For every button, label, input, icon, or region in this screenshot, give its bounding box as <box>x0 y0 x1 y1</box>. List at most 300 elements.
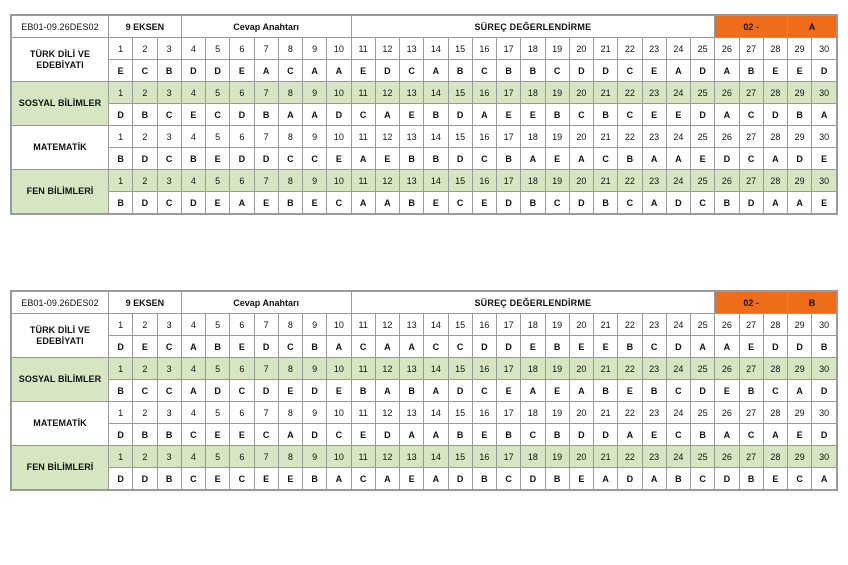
answer-cell: B <box>739 468 763 490</box>
answer-cell: E <box>545 148 569 170</box>
question-number: 6 <box>230 82 254 104</box>
question-number: 20 <box>569 314 593 336</box>
header-title: SÜREÇ DEĞERLENDİRME <box>351 292 715 314</box>
answer-cell: B <box>133 424 157 446</box>
question-number: 24 <box>666 402 690 424</box>
answer-cell: D <box>206 60 230 82</box>
answer-cell: D <box>569 192 593 214</box>
question-number: 9 <box>303 402 327 424</box>
answer-cell: A <box>303 60 327 82</box>
question-number: 30 <box>812 38 837 60</box>
question-number: 22 <box>618 358 642 380</box>
answer-cell: A <box>472 104 496 126</box>
answer-cell: A <box>618 424 642 446</box>
answer-cell: B <box>181 148 205 170</box>
answer-cell: C <box>303 148 327 170</box>
answer-cell: E <box>666 104 690 126</box>
question-number: 6 <box>230 446 254 468</box>
answer-cell: D <box>254 148 278 170</box>
answer-cell: B <box>278 192 302 214</box>
question-number: 19 <box>545 82 569 104</box>
question-number: 26 <box>715 38 739 60</box>
answer-key-header-row <box>12 16 837 38</box>
answer-cell: C <box>230 380 254 402</box>
question-number: 30 <box>812 446 837 468</box>
question-number: 11 <box>351 314 375 336</box>
question-number: 30 <box>812 314 837 336</box>
question-number: 14 <box>424 126 448 148</box>
answer-cell: B <box>594 104 618 126</box>
question-number: 23 <box>642 446 666 468</box>
question-number: 1 <box>109 82 133 104</box>
answer-cell: B <box>594 192 618 214</box>
question-number: 6 <box>230 358 254 380</box>
question-number: 18 <box>521 170 545 192</box>
answer-cell: C <box>594 148 618 170</box>
question-number: 17 <box>497 314 521 336</box>
question-number: 8 <box>278 126 302 148</box>
answer-cell: E <box>739 336 763 358</box>
question-number: 28 <box>763 358 787 380</box>
question-number: 29 <box>788 38 812 60</box>
answer-cell: E <box>642 104 666 126</box>
question-number: 4 <box>181 126 205 148</box>
answer-cell: E <box>181 104 205 126</box>
answer-cell: D <box>448 104 472 126</box>
question-number: 18 <box>521 402 545 424</box>
answer-cell: E <box>206 468 230 490</box>
question-number: 21 <box>594 314 618 336</box>
answer-cell: E <box>278 468 302 490</box>
question-number: 28 <box>763 38 787 60</box>
answer-cell: A <box>763 148 787 170</box>
question-number: 29 <box>788 126 812 148</box>
answer-cell: D <box>109 104 133 126</box>
question-number: 9 <box>303 82 327 104</box>
answer-cell: B <box>812 336 837 358</box>
answer-cell: C <box>278 60 302 82</box>
question-number: 7 <box>254 38 278 60</box>
header-axis: 9 EKSEN <box>109 16 182 38</box>
answer-cell: A <box>278 104 302 126</box>
question-number: 7 <box>254 126 278 148</box>
question-number: 13 <box>400 358 424 380</box>
answer-cell: C <box>157 192 181 214</box>
answer-cell: B <box>206 336 230 358</box>
header-booklet-number: 02 - <box>715 16 788 38</box>
answer-cell: E <box>206 424 230 446</box>
question-number: 20 <box>569 38 593 60</box>
answer-cell: C <box>181 468 205 490</box>
answer-cell: C <box>254 424 278 446</box>
question-number: 4 <box>181 82 205 104</box>
answer-cell: C <box>788 468 812 490</box>
answer-cell: D <box>569 424 593 446</box>
question-number: 28 <box>763 82 787 104</box>
question-number: 22 <box>618 126 642 148</box>
answer-cell: B <box>739 380 763 402</box>
question-number: 28 <box>763 314 787 336</box>
answer-row <box>12 60 837 82</box>
question-number: 18 <box>521 358 545 380</box>
question-number: 16 <box>472 402 496 424</box>
answer-cell: A <box>715 104 739 126</box>
answer-cell: E <box>788 60 812 82</box>
answer-cell: C <box>400 60 424 82</box>
answer-cell: D <box>691 104 715 126</box>
answer-cell: D <box>521 468 545 490</box>
question-number: 29 <box>788 314 812 336</box>
question-number: 12 <box>375 358 399 380</box>
question-number: 29 <box>788 82 812 104</box>
answer-cell: D <box>230 104 254 126</box>
question-number: 2 <box>133 126 157 148</box>
answer-cell: E <box>812 148 837 170</box>
answer-cell: D <box>691 380 715 402</box>
question-number: 15 <box>448 38 472 60</box>
answer-cell: C <box>618 104 642 126</box>
answer-cell: A <box>375 192 399 214</box>
answer-cell: A <box>569 380 593 402</box>
question-number: 21 <box>594 82 618 104</box>
answer-cell: B <box>109 380 133 402</box>
question-number: 25 <box>691 358 715 380</box>
answer-cell: C <box>691 192 715 214</box>
question-number: 13 <box>400 38 424 60</box>
question-number: 16 <box>472 38 496 60</box>
question-number: 1 <box>109 38 133 60</box>
question-number-row <box>12 170 837 192</box>
answer-cell: B <box>545 104 569 126</box>
question-number: 11 <box>351 170 375 192</box>
question-number: 4 <box>181 38 205 60</box>
answer-cell: A <box>351 148 375 170</box>
answer-cell: B <box>157 60 181 82</box>
answer-cell: D <box>666 192 690 214</box>
question-number: 1 <box>109 358 133 380</box>
question-number: 15 <box>448 170 472 192</box>
question-number: 17 <box>497 38 521 60</box>
question-number: 1 <box>109 170 133 192</box>
question-number: 5 <box>206 402 230 424</box>
question-number: 22 <box>618 170 642 192</box>
question-number: 6 <box>230 170 254 192</box>
question-number: 17 <box>497 170 521 192</box>
question-number: 12 <box>375 82 399 104</box>
question-number: 30 <box>812 126 837 148</box>
question-number: 6 <box>230 402 254 424</box>
answer-cell: D <box>691 60 715 82</box>
answer-cell: C <box>448 192 472 214</box>
question-number: 17 <box>497 126 521 148</box>
question-number: 30 <box>812 170 837 192</box>
question-number: 7 <box>254 402 278 424</box>
question-number: 13 <box>400 170 424 192</box>
question-number: 30 <box>812 402 837 424</box>
question-number: 13 <box>400 82 424 104</box>
question-number: 1 <box>109 402 133 424</box>
answer-cell: A <box>375 468 399 490</box>
question-number: 8 <box>278 38 302 60</box>
answer-row <box>12 104 837 126</box>
question-number: 5 <box>206 38 230 60</box>
question-number: 12 <box>375 38 399 60</box>
answer-key-body-a <box>12 16 837 214</box>
question-number: 3 <box>157 82 181 104</box>
question-number: 22 <box>618 38 642 60</box>
question-number: 2 <box>133 402 157 424</box>
question-number: 28 <box>763 446 787 468</box>
answer-cell: E <box>254 468 278 490</box>
answer-cell: E <box>472 424 496 446</box>
question-number: 16 <box>472 126 496 148</box>
answer-cell: A <box>763 192 787 214</box>
answer-cell: C <box>739 104 763 126</box>
answer-cell: A <box>715 424 739 446</box>
question-number: 10 <box>327 170 351 192</box>
question-number: 25 <box>691 126 715 148</box>
answer-cell: B <box>133 104 157 126</box>
answer-cell: B <box>642 380 666 402</box>
answer-key-header-row <box>12 292 837 314</box>
answer-cell: B <box>545 468 569 490</box>
answer-cell: B <box>448 60 472 82</box>
question-number: 8 <box>278 170 302 192</box>
answer-cell: A <box>181 380 205 402</box>
question-number: 21 <box>594 402 618 424</box>
answer-cell: D <box>448 468 472 490</box>
answer-cell: E <box>497 104 521 126</box>
question-number: 26 <box>715 126 739 148</box>
question-number: 11 <box>351 358 375 380</box>
answer-cell: E <box>206 148 230 170</box>
header-answer-key-label: Cevap Anahtarı <box>181 292 351 314</box>
question-number: 11 <box>351 402 375 424</box>
answer-cell: A <box>812 468 837 490</box>
question-number: 1 <box>109 446 133 468</box>
question-number-row <box>12 314 837 336</box>
answer-cell: B <box>715 192 739 214</box>
question-number: 16 <box>472 170 496 192</box>
answer-cell: B <box>594 380 618 402</box>
question-number: 11 <box>351 446 375 468</box>
answer-cell: C <box>472 148 496 170</box>
question-number: 20 <box>569 358 593 380</box>
question-number: 2 <box>133 358 157 380</box>
answer-cell: B <box>157 468 181 490</box>
answer-cell: D <box>739 192 763 214</box>
answer-cell: B <box>400 148 424 170</box>
question-number: 9 <box>303 446 327 468</box>
answer-cell: C <box>472 60 496 82</box>
question-number: 18 <box>521 126 545 148</box>
answer-cell: A <box>351 192 375 214</box>
answer-cell: D <box>109 336 133 358</box>
question-number: 2 <box>133 38 157 60</box>
answer-cell: E <box>303 192 327 214</box>
header-axis: 9 EKSEN <box>109 292 182 314</box>
question-number: 3 <box>157 126 181 148</box>
answer-cell: A <box>327 60 351 82</box>
answer-key-sheet-b <box>10 290 838 491</box>
answer-cell: A <box>278 424 302 446</box>
answer-cell: C <box>642 336 666 358</box>
answer-cell: E <box>521 104 545 126</box>
answer-cell: E <box>109 60 133 82</box>
answer-cell: B <box>545 424 569 446</box>
answer-cell: E <box>569 468 593 490</box>
answer-cell: B <box>400 192 424 214</box>
answer-cell: E <box>788 424 812 446</box>
question-number: 1 <box>109 314 133 336</box>
answer-cell: B <box>739 60 763 82</box>
answer-cell: E <box>472 192 496 214</box>
answer-cell: A <box>642 468 666 490</box>
question-number: 11 <box>351 82 375 104</box>
question-number: 18 <box>521 314 545 336</box>
question-number: 11 <box>351 38 375 60</box>
header-booklet-number: 02 - <box>715 292 788 314</box>
question-number: 4 <box>181 446 205 468</box>
question-number: 13 <box>400 402 424 424</box>
question-number: 21 <box>594 358 618 380</box>
question-number: 28 <box>763 170 787 192</box>
question-number: 4 <box>181 358 205 380</box>
answer-cell: A <box>400 336 424 358</box>
question-number-row <box>12 446 837 468</box>
question-number: 14 <box>424 82 448 104</box>
question-number: 18 <box>521 446 545 468</box>
question-number: 23 <box>642 402 666 424</box>
question-number: 19 <box>545 358 569 380</box>
question-number: 23 <box>642 170 666 192</box>
question-number: 5 <box>206 358 230 380</box>
answer-cell: C <box>230 468 254 490</box>
question-number: 30 <box>812 358 837 380</box>
question-number: 27 <box>739 126 763 148</box>
question-number: 3 <box>157 314 181 336</box>
answer-cell: A <box>375 104 399 126</box>
answer-cell: A <box>375 380 399 402</box>
answer-cell: C <box>739 148 763 170</box>
answer-cell: D <box>763 104 787 126</box>
question-number: 23 <box>642 358 666 380</box>
question-number-row <box>12 126 837 148</box>
question-number: 27 <box>739 446 763 468</box>
question-number: 12 <box>375 402 399 424</box>
answer-cell: D <box>206 380 230 402</box>
question-number: 8 <box>278 402 302 424</box>
answer-row <box>12 380 837 402</box>
answer-cell: A <box>521 148 545 170</box>
answer-cell: A <box>788 192 812 214</box>
answer-cell: E <box>763 60 787 82</box>
answer-cell: B <box>691 424 715 446</box>
question-number: 2 <box>133 314 157 336</box>
answer-cell: E <box>642 60 666 82</box>
answer-cell: D <box>788 336 812 358</box>
question-number: 5 <box>206 446 230 468</box>
question-number: 24 <box>666 38 690 60</box>
answer-cell: A <box>375 336 399 358</box>
answer-cell: D <box>497 192 521 214</box>
question-number: 24 <box>666 126 690 148</box>
question-number: 26 <box>715 314 739 336</box>
answer-cell: C <box>497 468 521 490</box>
answer-cell: D <box>133 192 157 214</box>
question-number: 20 <box>569 446 593 468</box>
answer-cell: D <box>472 336 496 358</box>
question-number: 19 <box>545 402 569 424</box>
answer-cell: E <box>375 148 399 170</box>
question-number: 26 <box>715 446 739 468</box>
question-number: 24 <box>666 82 690 104</box>
answer-cell: E <box>278 380 302 402</box>
question-number: 5 <box>206 82 230 104</box>
question-number: 12 <box>375 314 399 336</box>
answer-cell: A <box>424 60 448 82</box>
question-number: 3 <box>157 402 181 424</box>
answer-cell: E <box>400 104 424 126</box>
question-number: 4 <box>181 170 205 192</box>
subject-label: FEN BİLİMLERİ <box>12 446 109 490</box>
question-number: 22 <box>618 314 642 336</box>
answer-cell: B <box>618 148 642 170</box>
answer-cell: E <box>569 336 593 358</box>
question-number: 14 <box>424 38 448 60</box>
answer-cell: B <box>497 60 521 82</box>
answer-key-sheet-a <box>10 14 838 215</box>
answer-cell: D <box>181 192 205 214</box>
answer-cell: B <box>157 424 181 446</box>
question-number: 30 <box>812 82 837 104</box>
answer-cell: C <box>666 424 690 446</box>
answer-cell: A <box>691 336 715 358</box>
question-number: 16 <box>472 314 496 336</box>
answer-cell: A <box>230 192 254 214</box>
answer-cell: B <box>351 380 375 402</box>
answer-cell: B <box>109 192 133 214</box>
answer-key-body-b <box>12 292 837 490</box>
question-number: 10 <box>327 38 351 60</box>
question-number: 14 <box>424 402 448 424</box>
answer-cell: C <box>691 468 715 490</box>
answer-cell: A <box>666 148 690 170</box>
question-number: 21 <box>594 170 618 192</box>
answer-cell: D <box>181 60 205 82</box>
answer-cell: B <box>788 104 812 126</box>
answer-cell: B <box>521 192 545 214</box>
answer-cell: E <box>812 192 837 214</box>
question-number: 23 <box>642 82 666 104</box>
answer-cell: C <box>157 336 181 358</box>
question-number: 17 <box>497 82 521 104</box>
answer-cell: A <box>424 468 448 490</box>
answer-cell: E <box>351 424 375 446</box>
question-number: 26 <box>715 358 739 380</box>
question-number: 17 <box>497 402 521 424</box>
answer-cell: A <box>254 60 278 82</box>
answer-cell: D <box>254 336 278 358</box>
answer-cell: D <box>715 468 739 490</box>
question-number: 10 <box>327 314 351 336</box>
question-number: 8 <box>278 358 302 380</box>
question-number: 23 <box>642 126 666 148</box>
answer-cell: C <box>278 336 302 358</box>
question-number: 15 <box>448 126 472 148</box>
answer-cell: E <box>521 336 545 358</box>
answer-cell: C <box>472 380 496 402</box>
